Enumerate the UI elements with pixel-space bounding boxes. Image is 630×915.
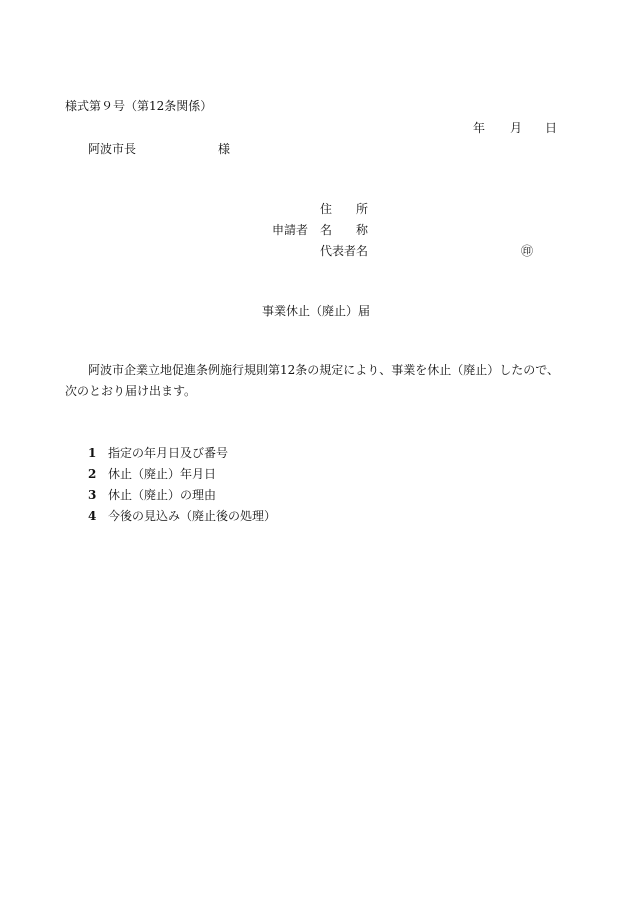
date-day-label: 日 (545, 121, 558, 135)
list-item-number: 2 (88, 467, 97, 481)
list-item (88, 445, 228, 461)
document-title: 事業休止（廃止）届 (262, 304, 371, 318)
applicant-name-label: 名 称 (320, 223, 369, 237)
list-item (88, 487, 216, 503)
date-year-label: 年 (473, 121, 486, 135)
list-item (88, 508, 276, 524)
list-item-number: 4 (88, 509, 97, 523)
applicant-address-label: 住 所 (320, 202, 369, 216)
form-number: 様式第９号（第12条関係） (65, 99, 213, 113)
list-item-number: 1 (88, 446, 97, 460)
body-text-line-2: 次のとおり届け出ます。 (65, 384, 197, 398)
list-item-number: 3 (88, 488, 97, 502)
list-item (88, 466, 216, 482)
list-item-text: 指定の年月日及び番号 (108, 446, 229, 460)
addressee-honorific: 様 (218, 142, 231, 156)
date-month-label: 月 (510, 121, 523, 135)
seal-mark: ㊞ (521, 244, 534, 258)
addressee: 阿波市長 (88, 142, 137, 156)
list-item-text: 休止（廃止）年月日 (108, 467, 217, 481)
applicant-label: 申請者 (272, 223, 309, 237)
list-item-text: 今後の見込み（廃止後の処理） (108, 509, 277, 523)
body-text-line-1: 阿波市企業立地促進条例施行規則第12条の規定により、事業を休止（廃止）したので、 (88, 363, 560, 377)
applicant-representative-label: 代表者名 (320, 244, 369, 258)
list-item-text: 休止（廃止）の理由 (108, 488, 217, 502)
